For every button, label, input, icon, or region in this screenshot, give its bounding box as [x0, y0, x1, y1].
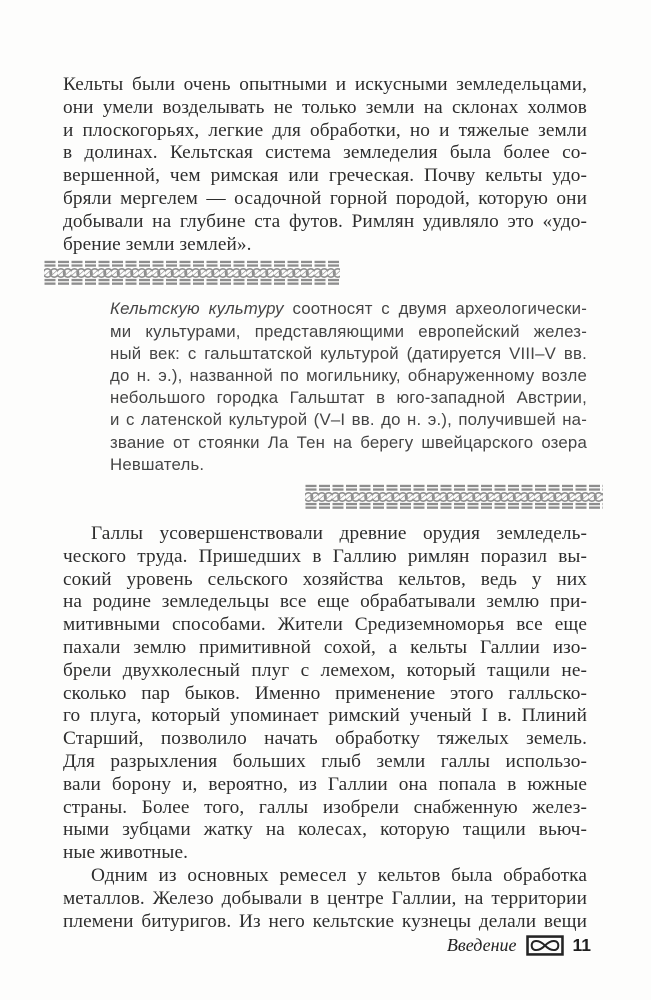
celtic-knot-border-top [44, 260, 340, 286]
text-line: сокий уровень сельского хозяйства кельтов, ведь у них [63, 568, 587, 590]
text-line: ный век: с гальштатской культурой (датируется VIII–V вв. [110, 343, 587, 363]
text-line: брели двухколесный плуг с лемехом, который тащили не- [63, 659, 587, 681]
text-line: вершенной, чем римская или греческая. Почву кельты удо- [63, 165, 587, 187]
text-line: пахали землю примитивной сохой, а кельты Галлии изо- [63, 636, 587, 658]
text-line: металлов. Железо добывали в центре Галлии, на территории [63, 887, 587, 909]
text-line: вали борону и, вероятно, из Галлии она попала в южные [63, 773, 587, 795]
text-line: страны. Более того, галлы изобрели снабженную желез- [63, 796, 587, 818]
text-line: Невшатель. [110, 454, 205, 474]
text-line: племени битуригов. Из него кельтские кузнецы делали вещи [63, 910, 587, 932]
text-line: и плоскогорьях, легкие для обработки, но и тяжелые земли [63, 119, 587, 141]
text-line: бряли мергелем — осадочной горной породой, которую они [63, 187, 587, 209]
text-line: небольшого городка Гальштат в юго-западной Австрии, [110, 388, 587, 408]
page-number: 11 [572, 935, 591, 955]
text-line: Галлы усовершенствовали древние орудия земледель- [91, 523, 587, 544]
paragraph-soil-fertilizing [63, 74, 587, 256]
text-line: митивными способами. Жители Средиземноморья все еще [63, 614, 587, 636]
text-line: звание от стоянки Ла Тен на берегу швейцарского озера [110, 432, 587, 452]
footer-section-title: Введение [446, 935, 517, 955]
text-line: Для разрыхления больших глыб земли галлы использо- [63, 750, 587, 772]
text-line: добывали на глубине ста футов. Римлян удивляло это «удо- [63, 210, 587, 232]
text-line: Старший, позволило начать обработку тяжелых земель. [63, 728, 587, 750]
text-line: в долинах. Кельтская система земледелия была более со- [63, 142, 587, 164]
text-line: брение земли землей». [63, 233, 252, 255]
text-line: ные животные. [63, 842, 189, 864]
paragraph-metalworking [63, 865, 587, 933]
text-line: они умели возделывать не только земли на склонах холмов [63, 96, 587, 118]
inset-note-celtic-cultures [110, 298, 587, 476]
text-line: на родине земледельцы все еще обрабатывали землю при- [63, 591, 587, 613]
text-line: ми культурами, представляющими европейский желез- [110, 321, 587, 341]
text-line: до н. э.), названной по могильнику, обнаруженному возле [110, 365, 587, 385]
paragraph-gauls-agriculture [63, 523, 587, 865]
text-line: Одним из основных ремесел у кельтов была обработка [91, 864, 587, 886]
text-line: Кельтскую культуру соотносят с двумя археологически- [110, 299, 587, 319]
text-line: Кельты были очень опытными и искусными земледельцами, [63, 74, 587, 95]
text-line: ными зубцами жатку на колесах, которую тащили вьюч- [63, 819, 587, 841]
text-line: сколько пар быков. Именно применение этого галльско- [63, 682, 587, 704]
text-line: го плуга, который упоминает римский ученый I в. Плиний [63, 705, 587, 727]
celtic-knot-icon [526, 935, 564, 956]
text-line: ческого труда. Пришедших в Галлию римлян поразил вы- [63, 545, 587, 567]
page-footer [447, 935, 591, 956]
text-line: и с латенской культурой (V–I вв. до н. э.), получившей на- [110, 410, 587, 430]
celtic-knot-border-bottom [305, 484, 603, 510]
